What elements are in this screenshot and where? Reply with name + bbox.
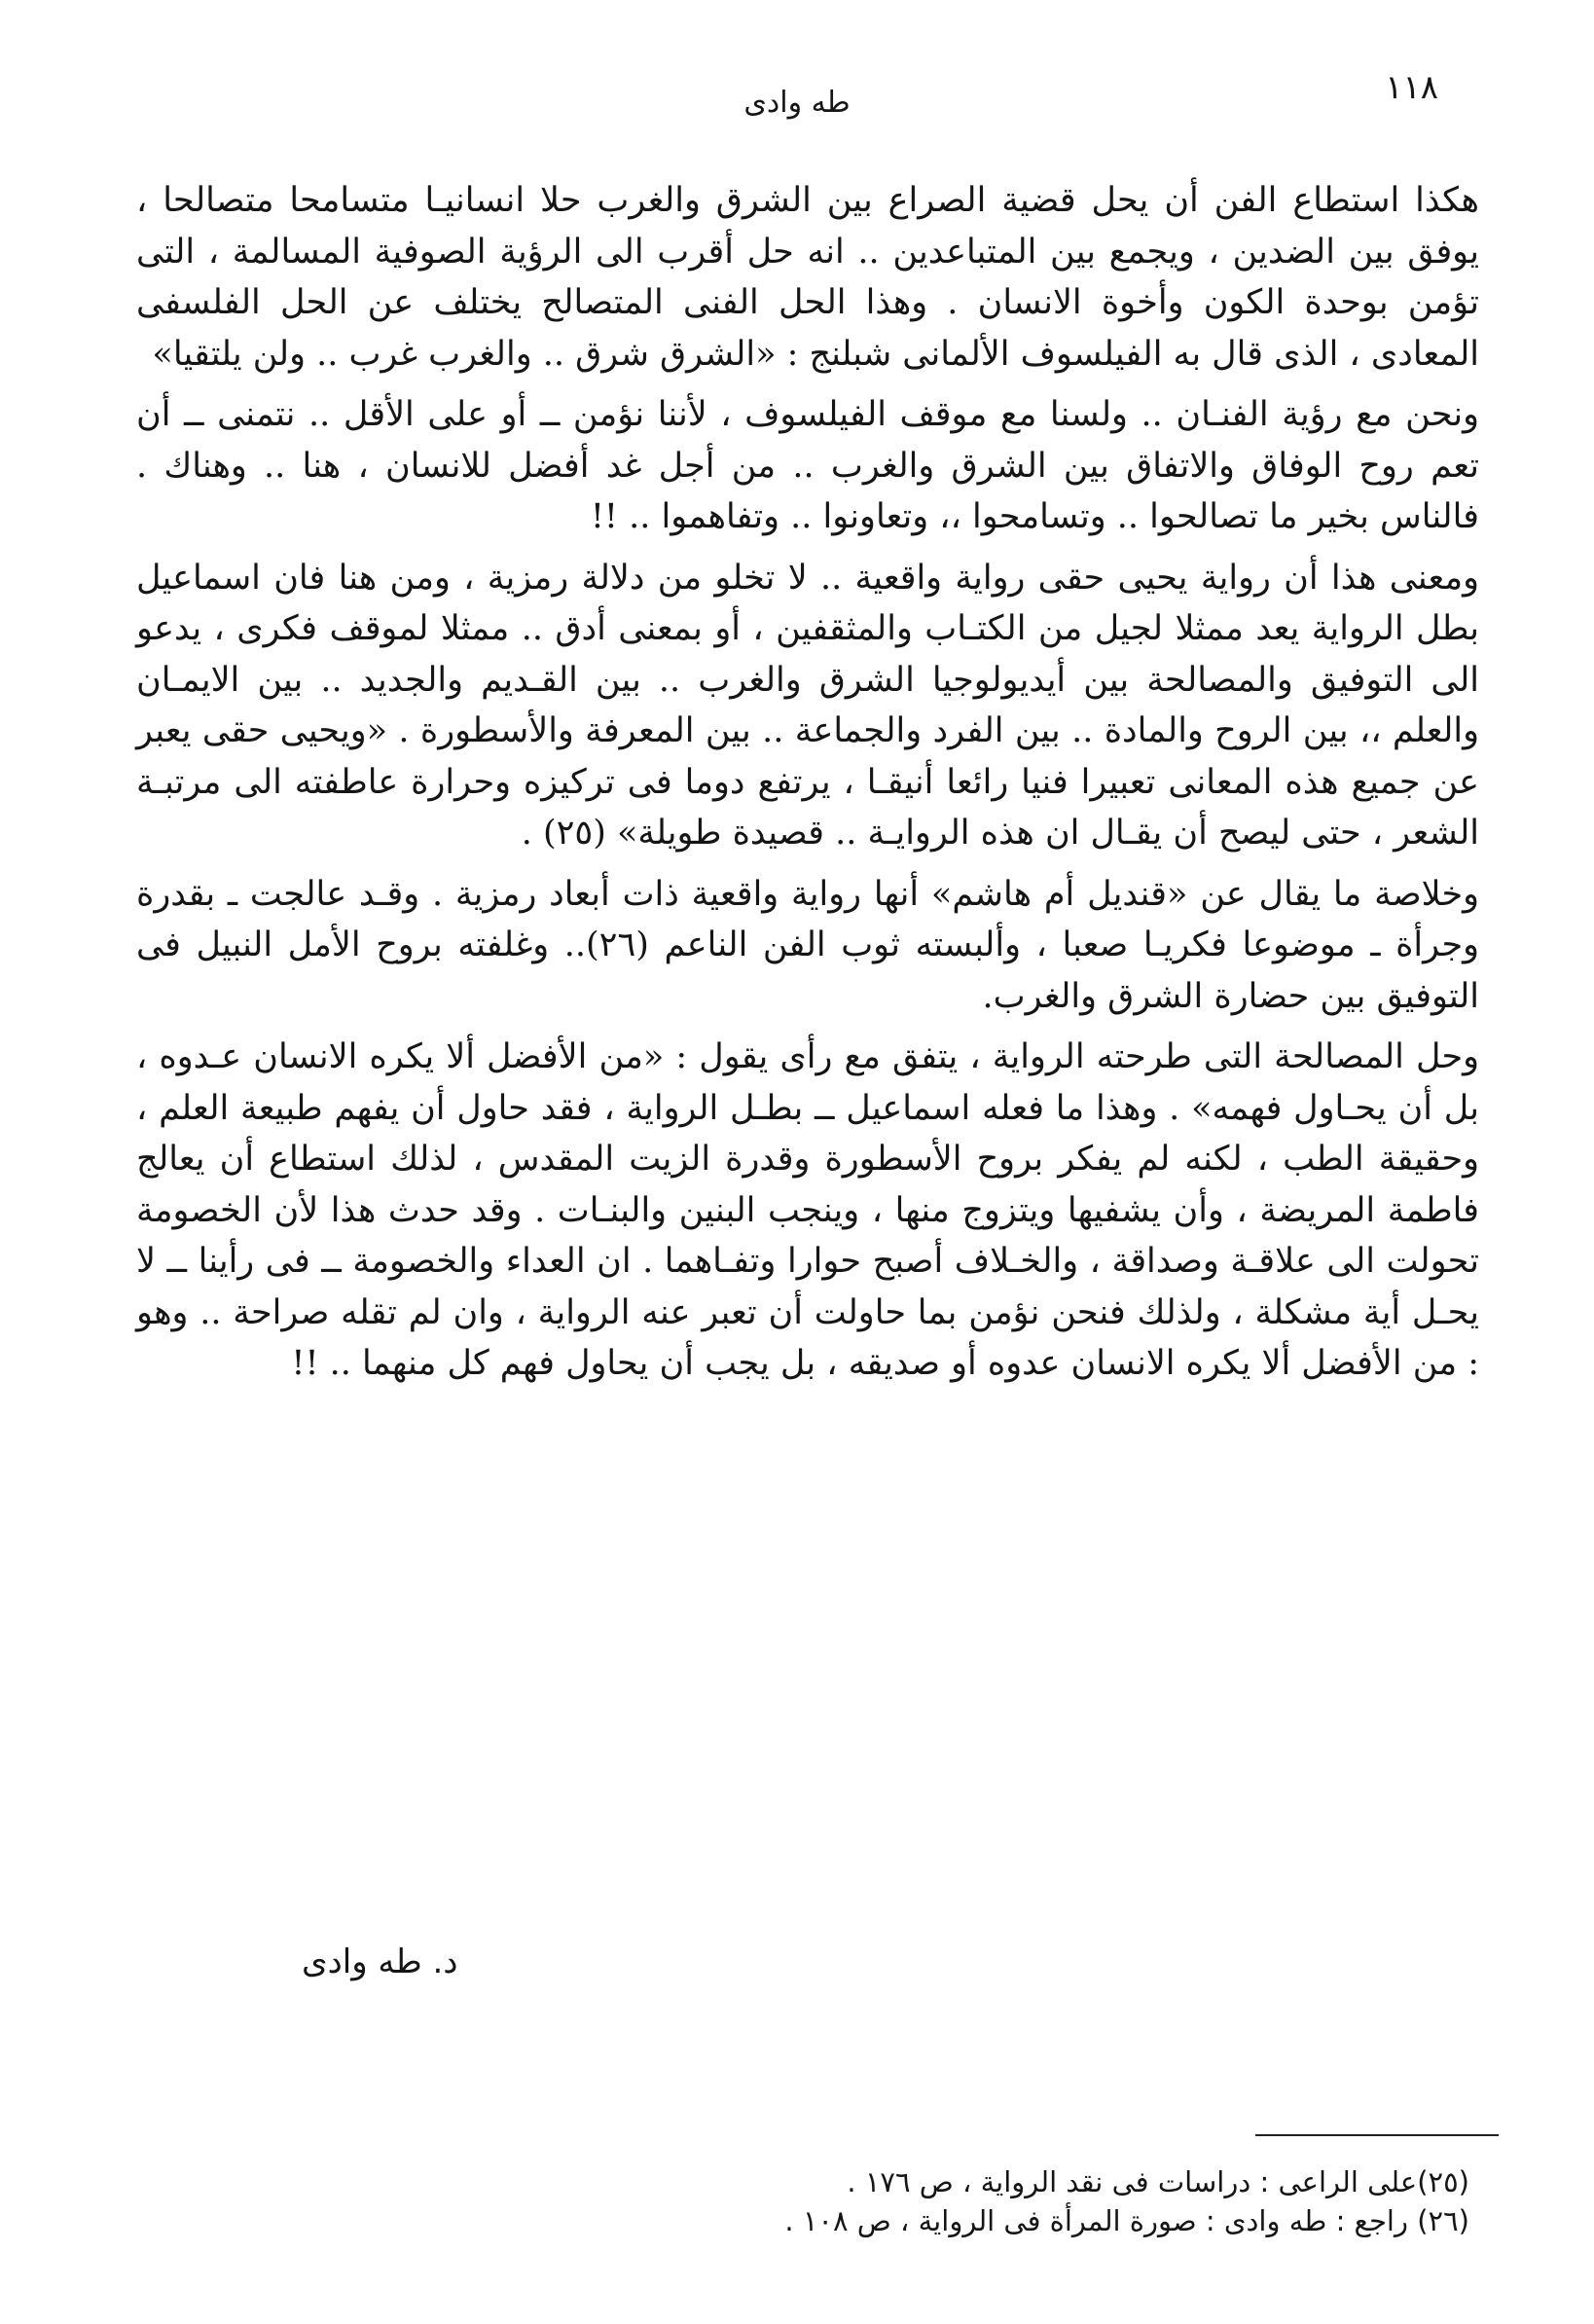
paragraph: وخلاصة ما يقال عن «قنديل أم هاشم» أنها رواية واقعية ذات أبعاد رمزية . وقـد عالجت ـ بقدرة وجرأة ـ موضوعا فكريـا صعبا ، وألبسته ثوب الفن الناعم (٢٦).. وغلفته بروح الأمل النبيل فى التوفيق بين حضارة الشرق والغرب. <box>136 874 1480 1016</box>
footnote: (٢٦) راجع : طه وادى : صورة المرأة فى الرواية ، ص ١٠٨ . <box>784 2204 1469 2237</box>
paragraph: وحل المصالحة التى طرحته الرواية ، يتفق مع رأى يقول : «من الأفضل ألا يكره الانسان عـدوه ، بل أن يحـاول فهمه» . وهذا ما فعله اسماعيل ــ بطـل الرواية ، فقد حاول أن يفهم طبيعة العلم ، وحقيقة الطب ، لكنه لم يفكر بروح الأسطورة وقدرة الزيت المقدس ، لذلك استطاع أن يعالج فاطمة المريضة ، وأن يشفيها ويتزوج منها ، وينجب البنين والبنـات . وقد حدث هذا لأن الخصومة تحولت الى علاقـة وصداقة ، والخـلاف أصبح حوارا وتفـاهما . ان العداء والخصومة ــ فى رأينا ــ لا يحـل أية مشكلة ، ولذلك فنحن نؤمن بما حاولت أن تعبر عنه الرواية ، وان لم تقله صراحة .. وهو : من الأفضل ألا يكره الانسان عدوه أو صديقه ، بل يجب أن يحاول فهم كل منهما .. !! <box>136 1037 1479 1383</box>
footnotes <box>506 2162 1469 2240</box>
footnote-separator <box>1255 2134 1499 2136</box>
body-text <box>136 175 1479 1399</box>
running-head: طه وادى <box>743 86 851 120</box>
paragraph: هكذا استطاع الفن أن يحل قضية الصراع بين الشرق والغرب حلا انسانيـا متسامحا متصالحا ، يوفق بين الضدين ، ويجمع بين المتباعدين .. انه حل أقرب الى الرؤية الصوفية المسالمة ، التى تؤمن بوحدة الكون وأخوة الانسان . وهذا الحل الفنى المتصالح يختلف عن الحل الفلسفى المعادى ، الذى قال به الفيلسوف الألمانى شبلنج : «الشرق شرق .. والغرب غرب .. ولن يلتقيا» <box>136 181 1479 374</box>
paragraph: ومعنى هذا أن رواية يحيى حقى رواية واقعية .. لا تخلو من دلالة رمزية ، ومن هنا فان اسماعيل بطل الرواية يعد ممثلا لجيل من الكتـاب والمثقفين ، أو بمعنى أدق .. ممثلا لموقف فكرى ، يدعو الى التوفيق والمصالحة بين أيديولوجيا الشرق والغرب .. بين القـديم والجديد .. بين الايمـان والعلم ،، بين الروح والمادة .. بين الفرد والجماعة .. بين المعرفة والأسطورة . «ويحيى حقى يعبر عن جميع هذه المعانى تعبيرا فنيا رائعا أنيقـا ، يرتفع دوما فى تركيزه وحرارة عاطفته الى مرتبـة الشعر ، حتى ليصح أن يقـال ان هذه الروايـة .. قصيدة طويلة» (٢٥) . <box>136 558 1479 853</box>
paragraph: ونحن مع رؤية الفنـان .. ولسنا مع موقف الفيلسوف ، لأننا نؤمن ــ أو على الأقل .. نتمنى ــ أن تعم روح الوفاق والاتفاق بين الشرق والغرب .. من أجل غد أفضل للانسان ، هنا .. وهناك . فالناس بخير ما تصالحوا .. وتسامحوا ،، وتعاونوا .. وتفاهموا .. !! <box>136 395 1479 536</box>
author-signature: د. طه وادى <box>302 1943 458 1981</box>
page-number: ١١٨ <box>1385 68 1438 107</box>
footnote: (٢٥)على الراعى : دراسات فى نقد الرواية ، ص ١٧٦ . <box>847 2165 1469 2198</box>
